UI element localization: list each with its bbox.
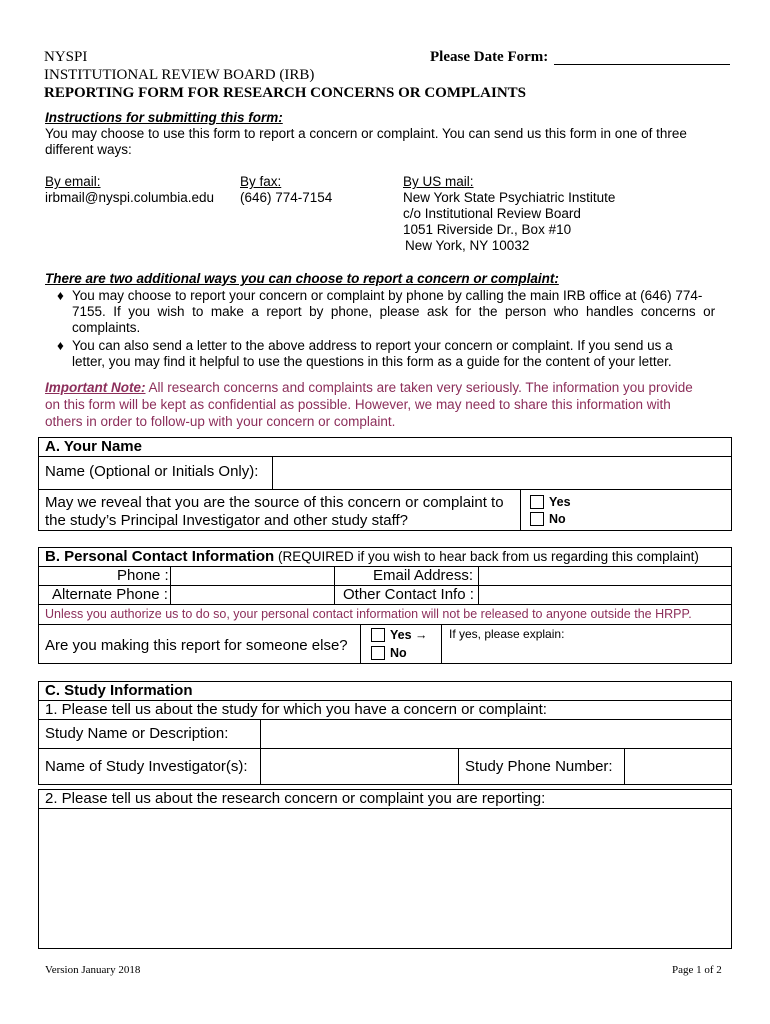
email-label: Email Address: [373,567,474,584]
date-label: Please Date Form: [430,49,549,65]
divider [520,489,521,531]
form-title: REPORTING FORM FOR RESEARCH CONCERNS OR COMPLAINTS [44,85,526,101]
reveal-question-1: May we reveal that you are the source of this concern or complaint to [45,494,504,511]
someone-else-no-label: No [390,646,407,660]
bullet-icon: ♦ [57,288,64,303]
investigator-label: Name of Study Investigator(s): [45,758,248,775]
email-method-label: By email: [45,174,101,189]
additional-heading: There are two additional ways you can choose to report a concern or complaint: [45,271,559,286]
study-phone-label: Study Phone Number: [465,758,613,775]
bullet-1-line-3: complaints. [72,320,141,335]
alt-phone-input[interactable] [172,587,332,603]
study-question-1: 1. Please tell us about the study for which you have a concern or complaint: [45,701,547,718]
divider [170,566,171,604]
divider [38,808,732,809]
study-name-input[interactable] [262,721,730,746]
important-note-line-3: others in order to follow-up with your concern or complaint. [45,414,396,429]
instructions-body-2: different ways: [45,142,132,157]
email-input[interactable] [480,568,730,584]
important-note-text: All research concerns and complaints are taken very seriously. The information you provide [145,380,693,395]
someone-else-yes-label: Yes → [390,628,428,642]
divider [38,748,732,749]
other-contact-label: Other Contact Info : [343,586,474,603]
important-note-line-2: on this form will be kept as confidential as possible. However, we may need to share this information with [45,397,671,412]
phone-input[interactable] [172,568,332,584]
study-phone-input[interactable] [626,750,730,783]
study-name-label: Study Name or Description: [45,725,229,742]
someone-else-yes-checkbox[interactable] [371,628,385,642]
section-c-title: C. Study Information [45,682,193,699]
name-input[interactable] [274,458,730,487]
mail-address-1: New York State Psychiatric Institute [403,190,616,205]
divider [38,456,732,457]
fax-method-value: (646) 774-7154 [240,190,333,205]
divider [38,719,732,720]
bullet-2-line-2: letter, you may find it helpful to use the questions in this form as a guide for the content of your letter. [72,354,672,369]
instructions-heading: Instructions for submitting this form: [45,110,283,125]
reveal-yes-checkbox[interactable] [530,495,544,509]
other-contact-input[interactable] [480,587,730,603]
important-note-label: Important Note: [45,380,146,395]
divider [272,456,273,489]
version-label: Version January 2018 [45,964,141,976]
privacy-notice: Unless you authorize us to do so, your personal contact information will not be released to anyone outside the HRPP. [45,607,692,621]
phone-label: Phone : [117,567,169,584]
fax-method-label: By fax: [240,174,282,189]
date-field[interactable] [554,64,730,65]
divider [478,566,479,604]
mail-address-4: New York, NY 10032 [405,238,530,253]
bullet-1-line-2: 7155. If you wish to make a report by phone, please ask for the person who handles concerns or [72,304,716,319]
divider [38,604,732,605]
email-method-value: irbmail@nyspi.columbia.edu [45,190,215,205]
name-label: Name (Optional or Initials Only): [45,463,259,480]
concern-textarea[interactable] [40,810,730,947]
someone-else-question: Are you making this report for someone else? [45,637,348,654]
reveal-question-2: the study’s Principal Investigator and other study staff? [45,512,408,529]
important-note-line-1 [45,380,725,397]
bullet-icon: ♦ [57,338,64,353]
explain-label: If yes, please explain: [449,627,565,641]
mail-address-2: c/o Institutional Review Board [403,206,581,221]
bullet-1-line-1: You may choose to report your concern or complaint by phone by calling the main IRB office at (646) 774- [72,288,703,303]
reveal-no-label: No [549,512,566,526]
someone-else-no-checkbox[interactable] [371,646,385,660]
divider [38,489,732,490]
divider [360,624,361,664]
reveal-no-checkbox[interactable] [530,512,544,526]
divider [260,719,261,785]
section-b-title [45,548,699,566]
page-number: Page 1 of 2 [672,964,722,976]
divider [441,624,442,664]
alt-phone-label: Alternate Phone : [52,586,168,603]
mail-address-3: 1051 Riverside Dr., Box #10 [403,222,572,237]
reveal-yes-label: Yes [549,495,571,509]
divider [458,748,459,785]
section-b-subtitle: (REQUIRED if you wish to hear back from us regarding this complaint) [274,549,699,564]
org-name: NYSPI [44,49,88,65]
section-b-title-text: B. Personal Contact Information [45,548,275,565]
divider [334,566,335,604]
investigator-input[interactable] [262,750,456,783]
board-name: INSTITUTIONAL REVIEW BOARD (IRB) [44,67,315,83]
instructions-body-1: You may choose to use this form to report a concern or complaint. You can send us this form in one of three [45,126,687,141]
mail-method-label: By US mail: [403,174,474,189]
explain-input[interactable] [443,642,730,662]
bullet-2-line-1: You can also send a letter to the above address to report your concern or complaint. If you send us a [72,338,673,353]
divider [624,748,625,785]
divider [38,624,732,625]
concern-question: 2. Please tell us about the research concern or complaint you are reporting: [45,790,546,807]
section-a-title: A. Your Name [45,438,142,455]
